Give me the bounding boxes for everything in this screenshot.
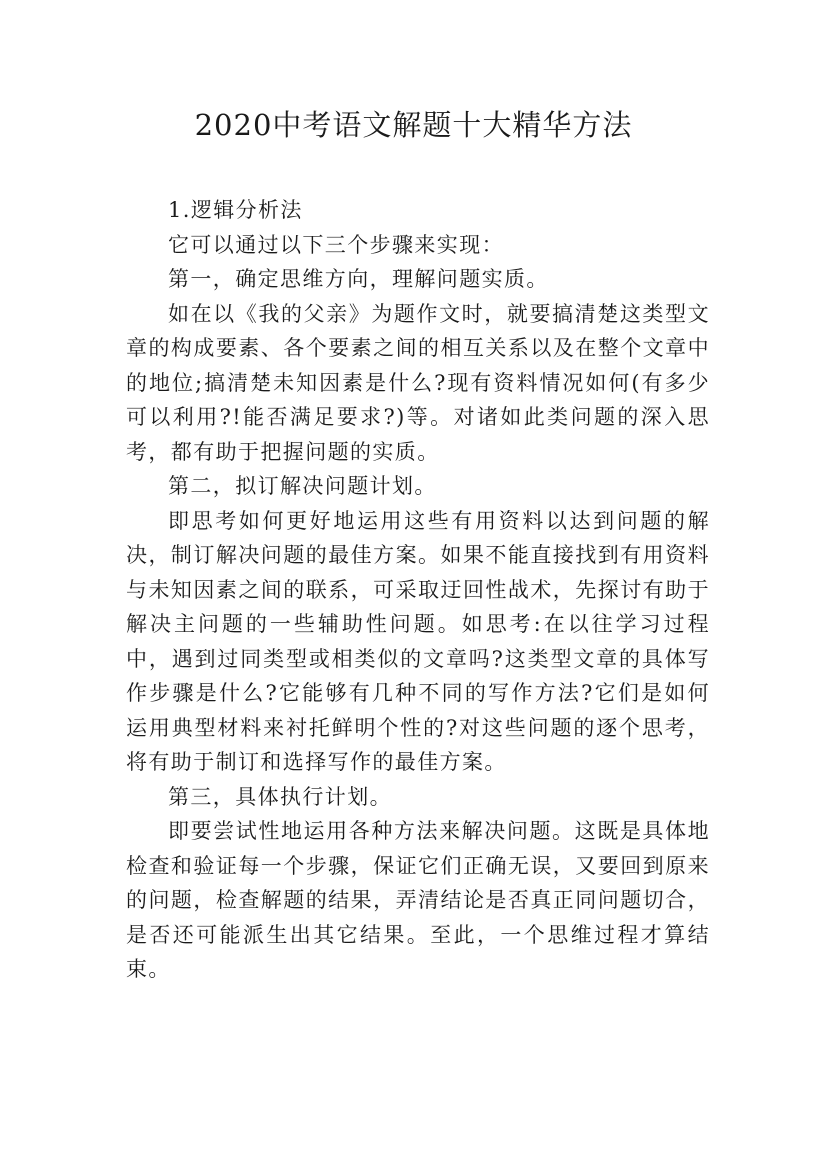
paragraph: 即思考如何更好地运用这些有用资料以达到问题的解决，制订解决问题的最佳方案。如果不能直接找到有用资料与未知因素之间的联系，可采取迂回性战术，先探讨有助于解决主问题的一些辅助性问题。如思考:在以往学习过程中，遇到过同类型或相类似的文章吗?这类型文章的具体写作步骤是什么?它能够有几种不同的写作方法?它们是如何运用典型材料来衬托鲜明个性的?对这些问题的逐个思考，将有助于制订和选择写作的最佳方案。: [126, 508, 710, 774]
section-heading: 1.逻辑分析法: [168, 198, 303, 222]
paragraph: 即要尝试性地运用各种方法来解决问题。这既是具体地检查和验证每一个步骤，保证它们正确无误，又要回到原来的问题，检查解题的结果，弄清结论是否真正同问题切合，是否还可能派生出其它结果。至此，一个思维过程才算结束。: [126, 819, 710, 981]
document-body: [126, 193, 710, 987]
paragraph: 它可以通过以下三个步骤来实现：: [168, 232, 504, 257]
step-heading: 第三，具体执行计划。: [168, 784, 392, 809]
step-heading: 第一，确定思维方向，理解问题实质。: [168, 267, 549, 291]
document-title: 2020中考语文解题十大精华方法: [194, 108, 633, 142]
step-heading: 第二，拟订解决问题计划。: [168, 474, 437, 498]
paragraph: 如在以《我的父亲》为题作文时，就要搞清楚这类型文章的构成要素、各个要素之间的相互关系以及在整个文章中的地位;搞清楚未知因素是什么?现有资料情况如何(有多少可以利用?!能否满足要求?)等。对诸如此类问题的深入思考，都有助于把握问题的实质。: [126, 301, 710, 464]
